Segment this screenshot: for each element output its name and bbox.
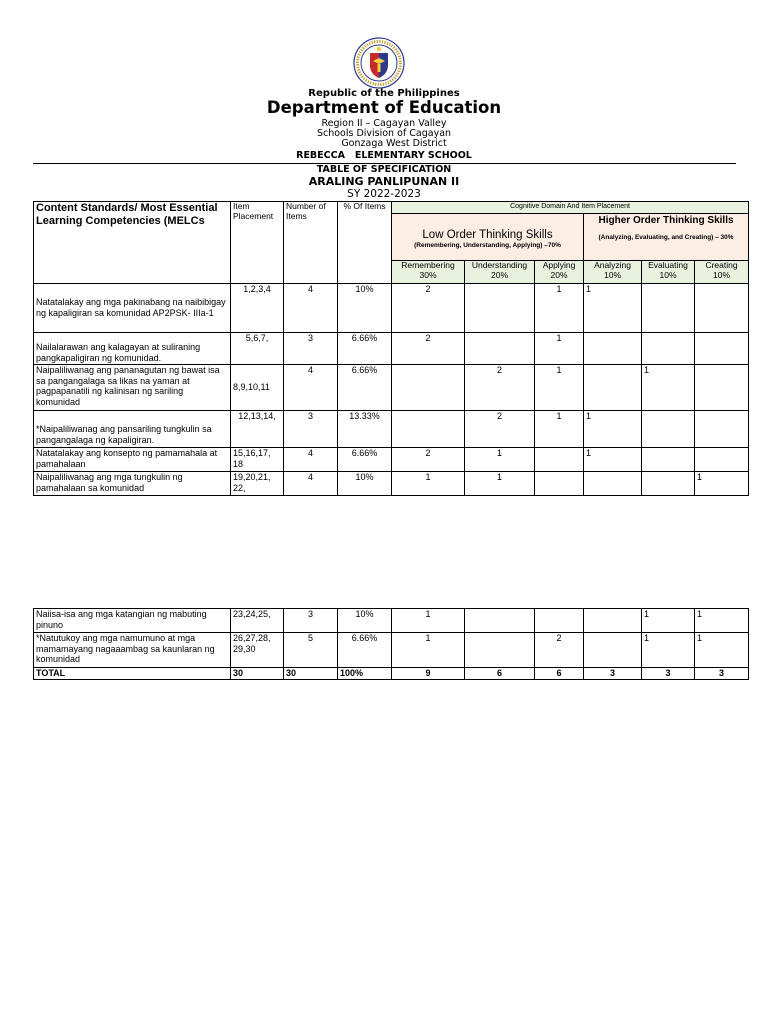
total-placement: 30 <box>231 668 284 680</box>
evaluating-cell <box>642 284 695 333</box>
understanding-cell <box>465 284 535 333</box>
total-analyzing: 3 <box>584 668 642 680</box>
percent-cell: 6.66% <box>338 365 392 411</box>
analyzing-cell <box>584 609 642 633</box>
applying-cell: 1 <box>535 284 584 333</box>
percent-cell: 10% <box>338 472 392 496</box>
number-cell: 4 <box>284 365 338 411</box>
total-row <box>34 668 749 680</box>
remembering-cell: 2 <box>392 333 465 365</box>
district-line: Gonzaga West District <box>341 138 447 149</box>
header-lots <box>392 214 584 261</box>
competency-cell: *Natutukoy ang mga namumuno at mga mamamayang nagaaambag sa kaunlaran ng komunidad <box>34 633 231 668</box>
lots-title: Low Order Thinking Skills <box>422 229 553 241</box>
table-row <box>34 365 749 411</box>
level-understanding: Understanding 20% <box>465 261 535 284</box>
remembering-cell: 2 <box>392 284 465 333</box>
analyzing-cell: 1 <box>584 284 642 333</box>
creating-cell: 1 <box>695 472 749 496</box>
competency-cell: Naiisa-isa ang mga katangian ng mabuting pinuno <box>34 609 231 633</box>
creating-cell: 1 <box>695 609 749 633</box>
evaluating-cell: 1 <box>642 633 695 668</box>
number-cell: 5 <box>284 633 338 668</box>
hots-subtitle: (Analyzing, Evaluating, and Creating) – 30% <box>598 234 734 241</box>
remembering-cell <box>392 365 465 411</box>
understanding-cell <box>465 633 535 668</box>
department-title: Department of Education <box>266 98 502 117</box>
understanding-cell: 2 <box>465 411 535 448</box>
specification-table <box>33 201 749 496</box>
school-name: REBECCA ELEMENTARY SCHOOL <box>296 150 472 161</box>
subject-title: ARALING PANLIPUNAN II <box>308 175 460 188</box>
analyzing-cell <box>584 633 642 668</box>
evaluating-cell <box>642 333 695 365</box>
placement-cell: 26,27,28, 29,30 <box>231 633 284 668</box>
number-cell: 4 <box>284 448 338 472</box>
specification-table-continued <box>33 608 749 680</box>
analyzing-cell <box>584 365 642 411</box>
understanding-cell <box>465 609 535 633</box>
applying-cell: 2 <box>535 633 584 668</box>
total-label: TOTAL <box>34 668 231 680</box>
analyzing-cell: 1 <box>584 448 642 472</box>
number-cell: 4 <box>284 472 338 496</box>
level-applying: Applying 20% <box>535 261 584 284</box>
header-percent-of-items: % Of Items <box>338 202 392 284</box>
placement-cell: 19,20,21, 22, <box>231 472 284 496</box>
number-cell: 3 <box>284 411 338 448</box>
remembering-cell: 1 <box>392 633 465 668</box>
table-row <box>34 284 749 333</box>
placement-cell: 23,24,25, <box>231 609 284 633</box>
creating-cell <box>695 284 749 333</box>
level-creating: Creating 10% <box>695 261 749 284</box>
total-remembering: 9 <box>392 668 465 680</box>
evaluating-cell: 1 <box>642 609 695 633</box>
header-item-placement: Item Placement <box>231 202 284 284</box>
table-row <box>34 609 749 633</box>
analyzing-cell <box>584 472 642 496</box>
competency-cell: Natatalakay ang konsepto ng pamamahala at pamahalaan <box>34 448 231 472</box>
deped-seal-icon <box>353 37 405 89</box>
placement-cell: 5,6,7, <box>231 333 284 365</box>
applying-cell: 1 <box>535 333 584 365</box>
table-row <box>34 448 749 472</box>
remembering-cell <box>392 411 465 448</box>
header-hots <box>584 214 749 261</box>
understanding-cell: 2 <box>465 365 535 411</box>
analyzing-cell: 1 <box>584 411 642 448</box>
placement-cell: 15,16,17, 18 <box>231 448 284 472</box>
evaluating-cell <box>642 448 695 472</box>
creating-cell <box>695 411 749 448</box>
school-year: SY 2022-2023 <box>347 188 421 200</box>
document-title: TABLE OF SPECIFICATION <box>316 164 452 175</box>
applying-cell: 1 <box>535 411 584 448</box>
competency-cell: Naipaliliwanag ang mga tungkulin ng pamahalaan sa komunidad <box>34 472 231 496</box>
total-evaluating: 3 <box>642 668 695 680</box>
remembering-cell: 2 <box>392 448 465 472</box>
header-cognitive-domain: Cognitive Domain And Item Placement <box>392 202 749 214</box>
number-cell: 3 <box>284 333 338 365</box>
placement-cell: 12,13,14, <box>231 411 284 448</box>
applying-cell <box>535 472 584 496</box>
understanding-cell: 1 <box>465 448 535 472</box>
percent-cell: 10% <box>338 609 392 633</box>
evaluating-cell <box>642 472 695 496</box>
applying-cell <box>535 448 584 472</box>
percent-cell: 6.66% <box>338 633 392 668</box>
remembering-cell: 1 <box>392 609 465 633</box>
level-analyzing: Analyzing 10% <box>584 261 642 284</box>
creating-cell <box>695 365 749 411</box>
total-applying: 6 <box>535 668 584 680</box>
understanding-cell: 1 <box>465 472 535 496</box>
table-row <box>34 333 749 365</box>
total-understanding: 6 <box>465 668 535 680</box>
total-percent: 100% <box>338 668 392 680</box>
applying-cell <box>535 609 584 633</box>
percent-cell: 10% <box>338 284 392 333</box>
applying-cell: 1 <box>535 365 584 411</box>
number-cell: 3 <box>284 609 338 633</box>
percent-cell: 6.66% <box>338 448 392 472</box>
header-competency: Content Standards/ Most Essential Learning Competencies (MELCs <box>34 202 231 284</box>
header-number-of-items: Number of Items <box>284 202 338 284</box>
placement-cell: 8,9,10,11 <box>231 365 284 411</box>
number-cell: 4 <box>284 284 338 333</box>
level-evaluating: Evaluating 10% <box>642 261 695 284</box>
hots-title: Higher Order Thinking Skills <box>598 215 734 226</box>
percent-cell: 13.33% <box>338 411 392 448</box>
placement-cell: 1,2,3,4 <box>231 284 284 333</box>
evaluating-cell: 1 <box>642 365 695 411</box>
creating-cell <box>695 333 749 365</box>
evaluating-cell <box>642 411 695 448</box>
total-creating: 3 <box>695 668 749 680</box>
total-number: 30 <box>284 668 338 680</box>
competency-cell: Naipaliliwanag ang pananagutan ng bawat isa sa pangangalaga sa likas na yaman at pagpapanatili ng kalinisan ng sariling komunidad <box>34 365 231 411</box>
competency-cell: Nailalarawan ang kalagayan at suliraning pangkapaligiran ng komunidad. <box>34 333 231 365</box>
table-row <box>34 411 749 448</box>
creating-cell <box>695 448 749 472</box>
competency-cell: Natatalakay ang mga pakinabang na naibibigay ng kapaligiran sa komunidad AP2PSK- IIIa-1 <box>34 284 231 333</box>
percent-cell: 6.66% <box>338 333 392 365</box>
table-row <box>34 633 749 668</box>
creating-cell: 1 <box>695 633 749 668</box>
division-line: Schools Division of Cagayan <box>316 128 452 139</box>
region-line: Region II – Cagayan Valley <box>321 118 447 129</box>
understanding-cell <box>465 333 535 365</box>
competency-cell: *Naipaliliwanag ang pansariling tungkulin sa pangangalaga ng kapaligiran. <box>34 411 231 448</box>
remembering-cell: 1 <box>392 472 465 496</box>
republic-line: Republic of the Philippines <box>308 88 460 99</box>
table-row <box>34 472 749 496</box>
analyzing-cell <box>584 333 642 365</box>
level-remembering: Remembering 30% <box>392 261 465 284</box>
lots-subtitle: (Remembering, Understanding, Applying) –70% <box>414 242 561 249</box>
